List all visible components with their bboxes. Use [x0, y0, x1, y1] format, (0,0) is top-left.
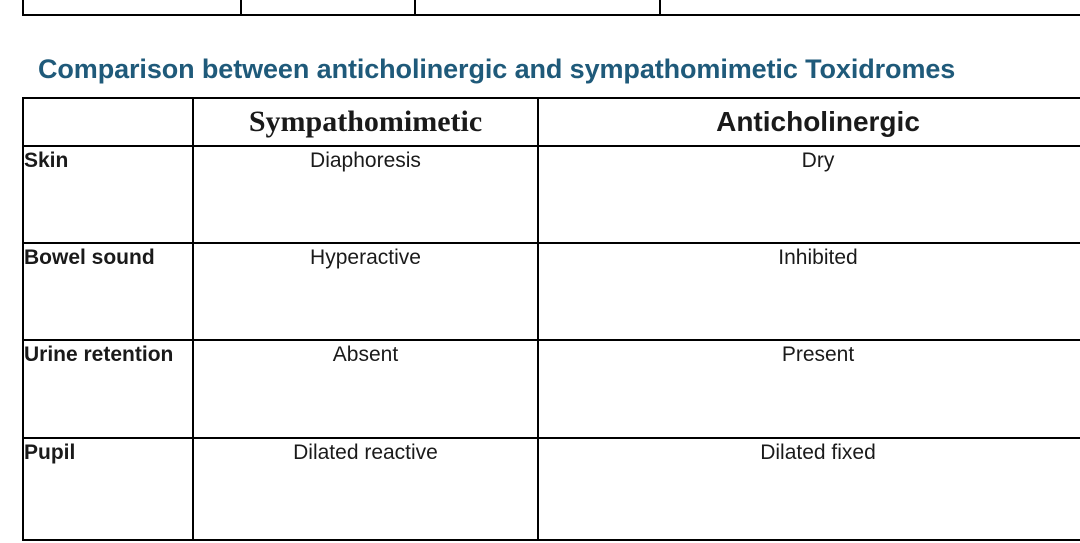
- cell-bowel-sound-sympathomimetic: Hyperactive: [193, 243, 538, 340]
- fragment-cell-1: [24, 0, 242, 14]
- header-cell-blank: [23, 98, 193, 146]
- header-cell-anticholinergic: Anticholinergic: [538, 98, 1080, 146]
- comparison-table: [22, 97, 1080, 541]
- cell-skin-anticholinergic: Dry: [538, 146, 1080, 243]
- table-row: [23, 146, 1080, 243]
- cell-skin-sympathomimetic: Diaphoresis: [193, 146, 538, 243]
- previous-table-fragment: [22, 0, 1080, 16]
- row-label-bowel-sound: Bowel sound: [23, 243, 193, 340]
- cell-urine-retention-sympathomimetic: Absent: [193, 340, 538, 438]
- table-row: [23, 438, 1080, 540]
- cell-bowel-sound-anticholinergic: Inhibited: [538, 243, 1080, 340]
- row-label-pupil: Pupil: [23, 438, 193, 540]
- cell-pupil-sympathomimetic: Dilated reactive: [193, 438, 538, 540]
- page-title: Comparison between anticholinergic and sympathomimetic Toxidromes: [38, 54, 956, 84]
- fragment-cell-4: [661, 0, 1080, 14]
- table-row: [23, 340, 1080, 438]
- fragment-cell-2: [242, 0, 417, 14]
- table-row: [23, 243, 1080, 340]
- table-header-row: [23, 98, 1080, 146]
- header-cell-sympathomimetic: Sympathomimetic: [193, 98, 538, 146]
- row-label-skin: Skin: [23, 146, 193, 243]
- cell-pupil-anticholinergic: Dilated fixed: [538, 438, 1080, 540]
- cell-urine-retention-anticholinergic: Present: [538, 340, 1080, 438]
- fragment-cell-3: [416, 0, 661, 14]
- row-label-urine-retention: Urine retention: [23, 340, 193, 438]
